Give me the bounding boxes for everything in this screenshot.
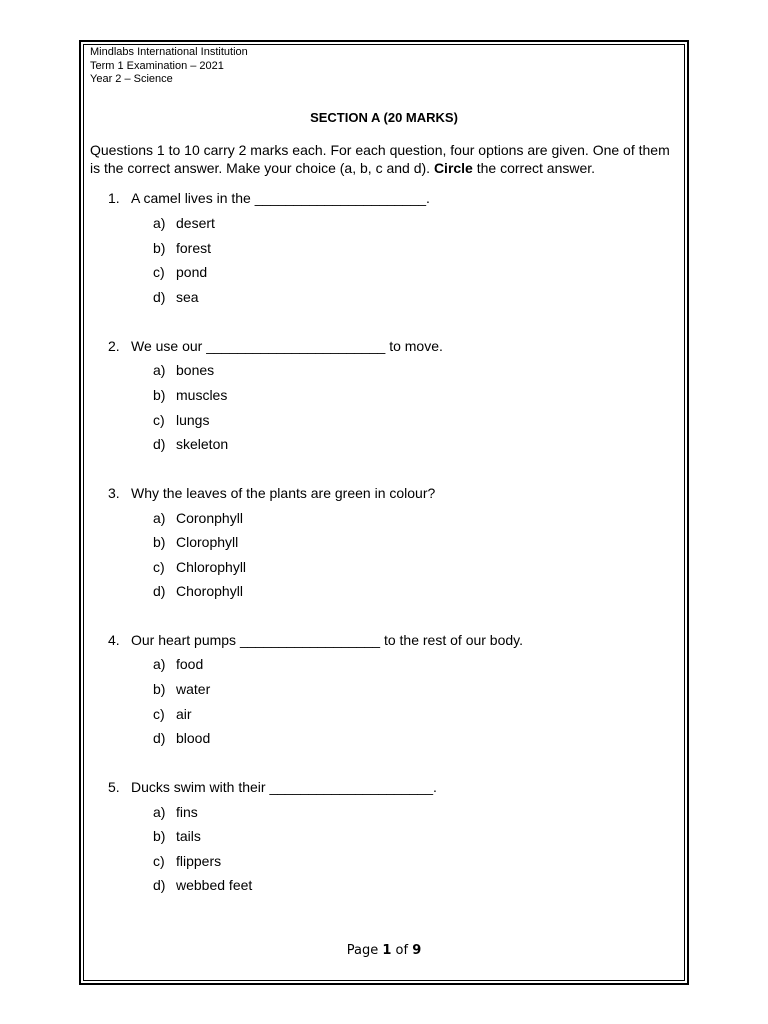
option-4d: d) blood xyxy=(153,730,211,746)
instructions xyxy=(90,141,682,177)
option-3d: d) Chorophyll xyxy=(153,583,243,599)
option-1c: c) pond xyxy=(153,264,208,280)
option-5c: c) flippers xyxy=(153,853,222,869)
instructions-text-end: the correct answer. xyxy=(472,160,596,176)
option-2a: a) bones xyxy=(153,362,215,378)
option-1d: d) sea xyxy=(153,289,199,305)
option-3a: a) Coronphyll xyxy=(153,510,243,526)
question-number: 1. xyxy=(108,190,120,206)
option-3c: c) Chlorophyll xyxy=(153,559,247,575)
option-1a: a) desert xyxy=(153,215,215,231)
section-title: SECTION A (20 MARKS) xyxy=(310,110,458,125)
option-3b: b) Clorophyll xyxy=(153,534,239,550)
question-number: 3. xyxy=(108,485,120,501)
question-number: 2. xyxy=(108,338,120,354)
instructions-text: Questions 1 to 10 carry 2 marks each. For each question, four options are given. One of them is the correct answer. Make your choice (a, b, c and d). xyxy=(90,142,670,176)
option-4c: c) air xyxy=(153,706,192,722)
exam-name: Term 1 Examination – 2021 xyxy=(90,59,224,72)
option-5b: b) tails xyxy=(153,828,201,844)
question-5 xyxy=(108,779,437,795)
question-1 xyxy=(108,190,430,206)
question-2 xyxy=(108,338,443,354)
option-4b: b) water xyxy=(153,681,211,697)
option-5a: a) fins xyxy=(153,804,198,820)
question-3 xyxy=(108,485,435,501)
exam-header xyxy=(90,46,248,87)
option-1b: b) forest xyxy=(153,240,212,256)
option-4a: a) food xyxy=(153,656,204,672)
option-2b: b) muscles xyxy=(153,387,228,403)
class-subject: Year 2 – Science xyxy=(90,73,173,85)
page-number: Page 1 of 9 xyxy=(346,943,422,958)
option-2d: d) skeleton xyxy=(153,436,229,452)
question-text: A camel lives in the ______________________. xyxy=(131,190,430,206)
question-number: 5. xyxy=(108,779,120,795)
institution-name: Mindlabs International Institution xyxy=(90,46,248,58)
question-text: We use our _______________________ to move. xyxy=(131,338,443,354)
instructions-emphasis: Circle xyxy=(433,160,473,176)
option-2c: c) lungs xyxy=(153,412,210,428)
question-text: Our heart pumps __________________ to the rest of our body. xyxy=(131,632,524,648)
question-number: 4. xyxy=(108,632,120,648)
question-4 xyxy=(108,632,523,648)
question-text: Ducks swim with their _____________________. xyxy=(131,779,437,795)
question-text: Why the leaves of the plants are green in colour? xyxy=(131,485,436,501)
option-5d: d) webbed feet xyxy=(153,877,253,893)
